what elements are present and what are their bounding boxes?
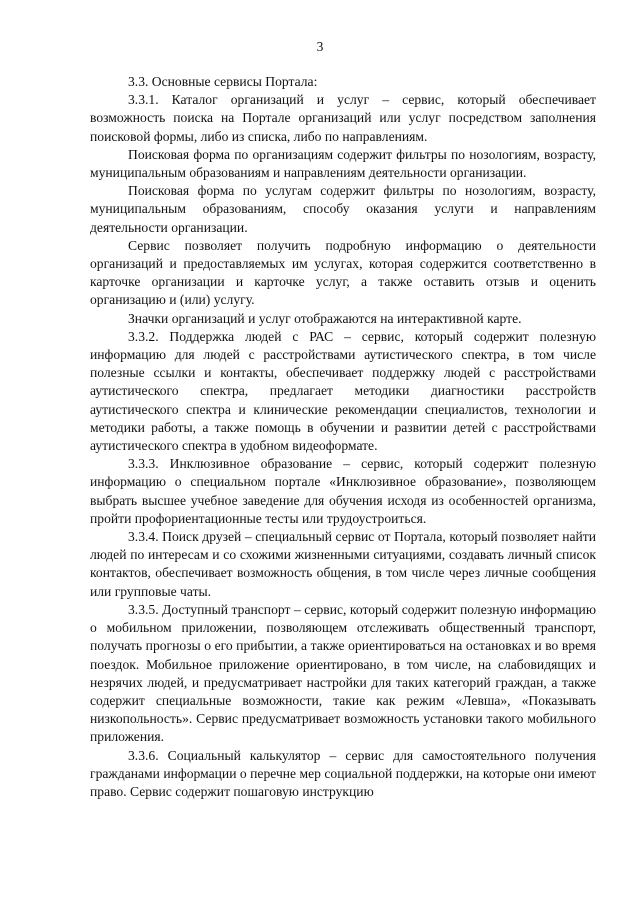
paragraph-inclusive-education: 3.3.3. Инклюзивное образование – сервис, который содержит полезную информацию о специальном портале «Инклюзивное образование», позволяющем выбрать высшее учебное заведение для обучения исходя из особенностей организма, пройти профориентационные тесты или трудоустроиться.: [90, 456, 596, 526]
paragraph-section-3-3: 3.3. Основные сервисы Портала:: [128, 74, 318, 89]
paragraph-service-details: Сервис позволяет получить подробную информацию о деятельности организаций и предоставляемых им услугах, которая содержится соответственно в карточке организации и карточке услуг, а также оставить отзыв и оценить организацию и (или) услугу.: [90, 237, 596, 308]
paragraph-interactive-map: Значки организаций и услуг отображаются на интерактивной карте.: [128, 310, 522, 326]
page-number: 3: [316, 39, 324, 54]
paragraph-service-search-form: Поисковая форма по услугам содержит фильтры по нозологиям, возрасту, муниципальным образованиям, способу оказания услуги и направлениям деятельности организации.: [90, 183, 596, 235]
paragraph-catalog-service: 3.3.1. Каталог организаций и услуг – сервис, который обеспечивает возможность поиска на Портале организаций или услуг посредством заполнения поисковой формы, либо из списка, либо по направлениям.: [90, 92, 596, 144]
paragraph-friend-search: 3.3.4. Поиск друзей – специальный сервис от Портала, который позволяет найти людей по интересам и со схожими жизненными ситуациями, создавать личный список контактов, обеспечивает возможность общения, в том числе через личные сообщения или групповые чаты.: [90, 529, 596, 599]
paragraph-social-calculator: 3.3.6. Социальный калькулятор – сервис для самостоятельного получения гражданами информации о перечне мер социальной поддержки, на которые они имеют право. Сервис содержит пошаговую инструкцию: [90, 747, 596, 799]
document-body: [90, 73, 596, 801]
paragraph-accessible-transport: 3.3.5. Доступный транспорт – сервис, который содержит полезную информацию о мобильном приложении, позволяющем отслеживать общественный транспорт, получать прогнозы о его прибытии, а также ориентироваться на остановках и во время поездок. Мобильное приложение ориентировано, в том числе, на слабовидящих и незрячих людей, и предусматривает настройки для таких категорий граждан, а также содержит специальные возможности, такие как режим «Левша», «Показывать низкопольность». Сервис предусматривает возможность установки такого мобильного приложения.: [90, 601, 596, 745]
paragraph-org-search-form: Поисковая форма по организациям содержит фильтры по нозологиям, возрасту, муниципальным образованиям и направлениям деятельности организации.: [90, 146, 596, 181]
paragraph-ras-support: 3.3.2. Поддержка людей с РАС – сервис, который содержит полезную информацию для людей с расстройствами аутистического спектра, в том числе полезные ссылки и контакты, обеспечивает поддержку людей с расстройствами аутистического спектра, предлагает методики диагностики расстройств аутистического спектра и клинические рекомендации специалистов, технологии и методики работы, а также помощь в обучении и развитии детей с расстройствами аутистического спектра в удобном видеоформате.: [90, 328, 596, 454]
